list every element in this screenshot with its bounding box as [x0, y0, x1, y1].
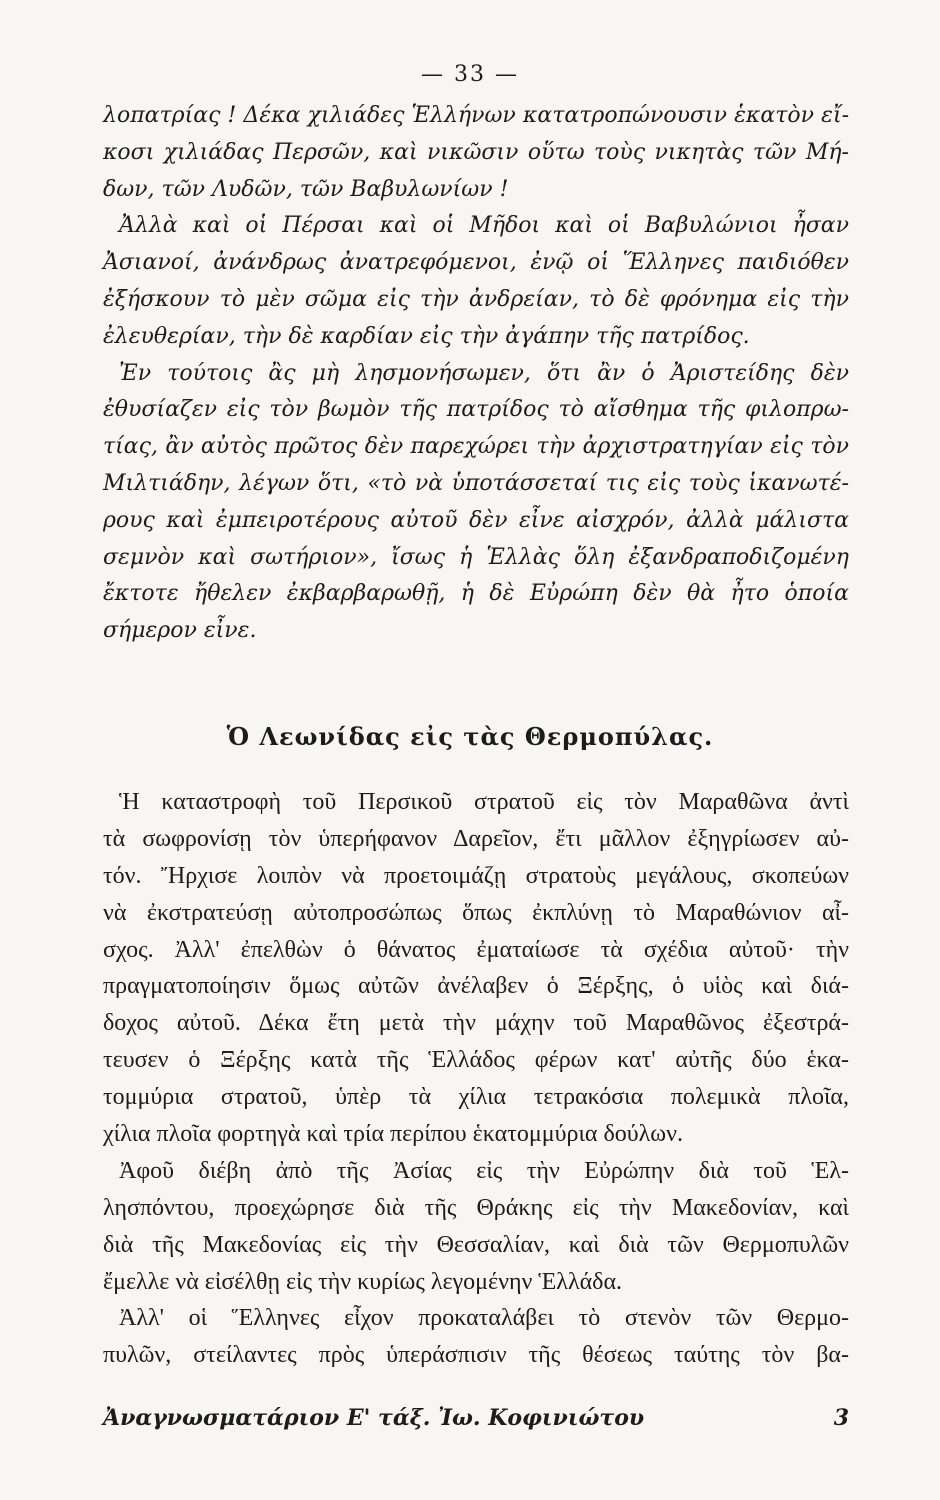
text-line: Ἀλλ' οἱ Ἕλληνες εἶχον προκαταλάβει τὸ στενὸν τῶν Θερμο-: [119, 1305, 849, 1332]
sheet-number: 3: [833, 1405, 849, 1431]
text-line: Ἀλλὰ καὶ οἱ Πέρσαι καὶ οἱ Μῆδοι καὶ οἱ Βαβυλώνιοι ἦσαν: [119, 213, 849, 239]
paragraph-1: [103, 98, 849, 208]
text-line: τευσεν ὁ Ξέρξης κατὰ τῆς Ἑλλάδος φέρων κατ' αὐτῆς δύο ἑκα-: [103, 1047, 849, 1074]
book-title: Ἀναγνωσματάριον Ε' τάξ. Ἰω. Κοφινιώτου: [103, 1405, 645, 1431]
paragraph-5: [103, 1153, 849, 1301]
text-line: ἐξήσκουν τὸ μὲν σῶμα εἰς τὴν ἀνδρείαν, τὸ δὲ φρόνημα εἰς τὴν: [103, 286, 849, 312]
text-line: χίλια πλοῖα φορτηγὰ καὶ τρία περίπου ἑκατομμύρια δούλων.: [103, 1121, 683, 1148]
text-line: σήμερον εἶνε.: [103, 618, 257, 644]
text-line: νὰ ἐκστρατεύσῃ αὐτοπροσώπως ὅπως ἐκπλύνῃ τὸ Μαραθώνιον αἶ-: [103, 899, 849, 926]
text-line: σχος. Ἀλλ' ἐπελθὼν ὁ θάνατος ἐματαίωσε τὰ σχέδια αὐτοῦ· τὴν: [103, 936, 849, 963]
text-line: διὰ τῆς Μακεδονίας εἰς τὴν Θεσσαλίαν, καὶ διὰ τῶν Θερμοπυλῶν: [103, 1231, 849, 1258]
text-line: ἔμελλε νὰ εἰσέλθῃ εἰς τὴν κυρίως λεγομένην Ἑλλάδα.: [103, 1268, 623, 1295]
text-line: σεμνὸν καὶ σωτήριον», ἴσως ἡ Ἑλλὰς ὅλη ἐξανδραποδιζομένη: [103, 544, 849, 570]
text-line: ἐθυσίαζεν εἰς τὸν βωμὸν τῆς πατρίδος τὸ αἴσθημα τῆς φιλοπρω-: [103, 397, 849, 423]
text-line: Ἀσιανοί, ἀνάνδρως ἀνατρεφόμενοι, ἐνῷ οἱ Ἕλληνες παιδιόθεν: [103, 250, 849, 276]
text-line: Μιλτιάδην, λέγων ὅτι, «τὸ νὰ ὑποτάσσεταί τις εἰς τοὺς ἱκανωτέ-: [103, 470, 849, 496]
text-line: ρους καὶ ἐμπειροτέρους αὐτοῦ δὲν εἶνε αἰσχρόν, ἀλλὰ μάλιστα: [103, 507, 849, 533]
text-line: τίας, ἂν αὐτὸς πρῶτος δὲν παρεχώρει τὴν ἀρχιστρατηγίαν εἰς τὸν: [103, 434, 849, 460]
text-line: δοχος αὐτοῦ. Δέκα ἔτη μετὰ τὴν μάχην τοῦ Μαραθῶνος ἐξεστρά-: [103, 1010, 849, 1037]
text-line: ἐλευθερίαν, τὴν δὲ καρδίαν εἰς τὴν ἀγάπην τῆς πατρίδος.: [103, 323, 750, 349]
text-line: δων, τῶν Λυδῶν, τῶν Βαβυλωνίων !: [103, 176, 509, 202]
text-line: πυλῶν, στείλαντες πρὸς ὑπεράσπισιν τῆς θέσεως ταύτης τὸν βα-: [103, 1342, 849, 1369]
paragraph-3: [103, 356, 849, 650]
text-line: λοπατρίας ! Δέκα χιλιάδες Ἑλλήνων κατατροπώνουσιν ἑκατὸν εἴ-: [103, 103, 849, 128]
text-line: κοσι χιλιάδας Περσῶν, καὶ νικῶσιν οὕτω τοὺς νικητὰς τῶν Μή-: [103, 139, 849, 165]
text-line: πραγματοποίησιν ὅμως αὐτῶν ἀνέλαβεν ὁ Ξέρξης, ὁ υἱὸς καὶ διά-: [103, 973, 849, 1000]
paragraph-6: [103, 1300, 849, 1374]
text-line: Ἀφοῦ διέβη ἀπὸ τῆς Ἀσίας εἰς τὴν Εὐρώπην διὰ τοῦ Ἑλ-: [119, 1157, 849, 1184]
page-number: — 33 —: [421, 62, 519, 87]
section-heading: Ὁ Λεωνίδας εἰς τὰς Θερμοπύλας.: [226, 722, 714, 751]
text-line: ἔκτοτε ἤθελεν ἐκβαρβαρωθῇ, ἡ δὲ Εὐρώπη δὲν θὰ ἦτο ὁποία: [103, 581, 849, 607]
text-line: τὰ σωφρονίσῃ τὸν ὑπερήφανον Δαρεῖον, ἔτι μᾶλλον ἐξηγρίωσεν αὐ-: [103, 825, 849, 852]
text-line: Ἡ καταστροφὴ τοῦ Περσικοῦ στρατοῦ εἰς τὸν Μαραθῶνα ἀντὶ: [119, 789, 849, 815]
text-line: τομμύρια στρατοῦ, ὑπὲρ τὰ χίλια τετρακόσια πολεμικὰ πλοῖα,: [103, 1084, 849, 1111]
paragraph-4: [103, 784, 849, 1153]
text-line: λησπόντου, προεχώρησε διὰ τῆς Θράκης εἰς τὴν Μακεδονίαν, καὶ: [103, 1194, 849, 1221]
paragraph-2: [103, 208, 849, 355]
text-line: τόν. Ἤρχισε λοιπὸν νὰ προετοιμάζῃ στρατοὺς μεγάλους, σκοπεύων: [103, 862, 849, 889]
italic-text-block: [103, 98, 849, 650]
upright-text-block: [103, 784, 849, 1374]
text-line: Ἐν τούτοις ἂς μὴ λησμονήσωμεν, ὅτι ἂν ὁ Ἀριστείδης δὲν: [119, 360, 849, 386]
